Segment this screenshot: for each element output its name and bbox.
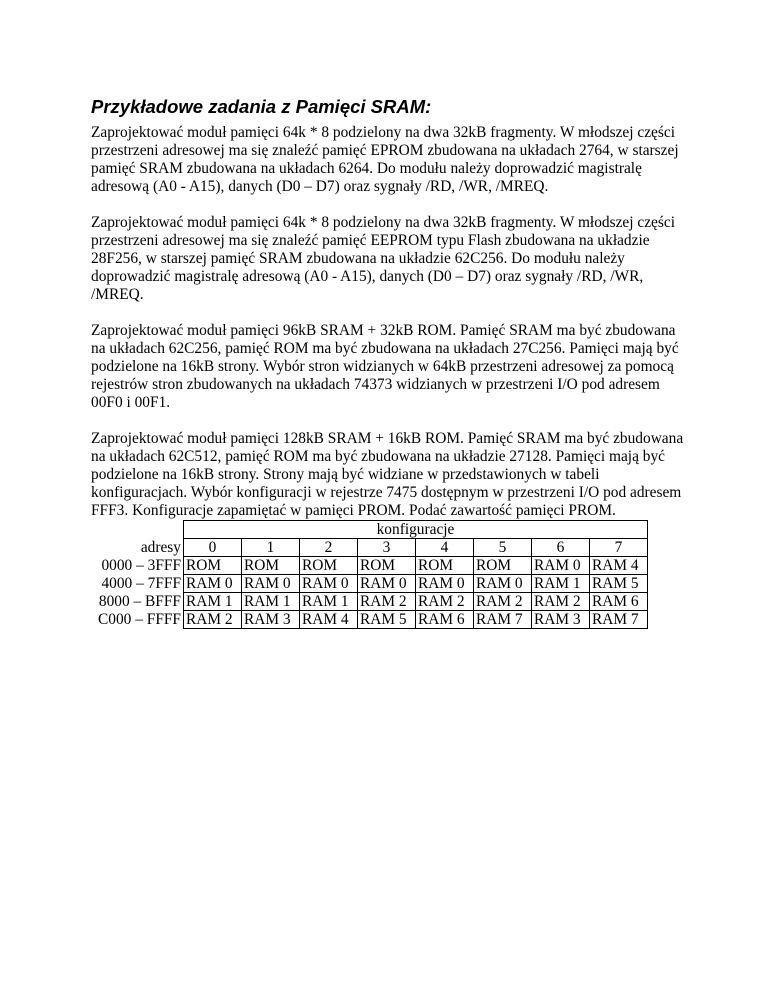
address-range: 4000 – 7FFF — [101, 574, 181, 592]
table-cell: ROM — [416, 557, 474, 575]
address-range: C000 – FFFF — [98, 610, 181, 628]
table-cell: ROM — [358, 557, 416, 575]
table-cell: RAM 0 — [416, 575, 474, 593]
table-cell: ROM — [242, 557, 300, 575]
table-row — [91, 593, 648, 611]
column-header: 5 — [474, 539, 532, 557]
configuration-table — [91, 520, 648, 629]
table-row — [91, 575, 648, 593]
table-cell: RAM 7 — [590, 611, 648, 629]
table-cell: RAM 0 — [358, 575, 416, 593]
table-cell: RAM 2 — [358, 593, 416, 611]
document-page — [91, 96, 691, 629]
table-cell: RAM 5 — [358, 611, 416, 629]
table-cell: RAM 0 — [242, 575, 300, 593]
column-header: 7 — [590, 539, 648, 557]
table-cell: RAM 3 — [242, 611, 300, 629]
table-cell: RAM 1 — [300, 593, 358, 611]
address-range: 8000 – BFFF — [98, 592, 181, 610]
column-header: 6 — [532, 539, 590, 557]
address-range: 0000 – 3FFF — [101, 556, 181, 574]
table-row — [91, 557, 648, 575]
table-row — [91, 611, 648, 629]
table-cell: RAM 2 — [184, 611, 242, 629]
table-cell: RAM 3 — [532, 611, 590, 629]
table-cell: RAM 4 — [590, 557, 648, 575]
table-cell: ROM — [184, 557, 242, 575]
task-paragraph-2: Zaprojektować moduł pamięci 64k * 8 podzielony na dwa 32kB fragmenty. W młodszej części przestrzeni adresowej ma się znaleźć pamięć EEPROM typu Flash zbudowana na układzie 28F256, w starszej pamięć SRAM zbudowana na układzie 62C256. Do modułu należy doprowadzić magistralę adresową (A0 - A15), danych (D0 – D7) oraz sygnały /RD, /WR, /MREQ. — [91, 214, 675, 303]
task-paragraph-3: Zaprojektować moduł pamięci 96kB SRAM + 32kB ROM. Pamięć SRAM ma być zbudowana na układach 62C256, pamięć ROM ma być zbudowana na układach 27C256. Pamięci mają być podzielone na 16kB strony. Wybór stron widzianych w 64kB przestrzeni adresowej za pomocą rejestrów stron zbudowanych na układach 74373 widzianych w przestrzeni I/O pod adresem 00F0 i 00F1. — [91, 322, 679, 411]
column-header: 3 — [358, 539, 416, 557]
table-cell: RAM 0 — [300, 575, 358, 593]
table-cell: RAM 0 — [184, 575, 242, 593]
table-group-header: konfiguracje — [184, 521, 648, 539]
table-cell: RAM 4 — [300, 611, 358, 629]
table-cell: RAM 5 — [590, 575, 648, 593]
table-cell: RAM 7 — [474, 611, 532, 629]
table-cell: ROM — [300, 557, 358, 575]
table-column-header-row — [91, 539, 648, 557]
task-paragraph-1: Zaprojektować moduł pamięci 64k * 8 podzielony na dwa 32kB fragmenty. W młodszej części przestrzeni adresowej ma się znaleźć pamięć EPROM zbudowana na układach 2764, w starszej pamięć SRAM zbudowana na układach 6264. Do modułu należy doprowadzić magistralę adresową (A0 - A15), danych (D0 – D7) oraz sygnały /RD, /WR, /MREQ. — [91, 124, 679, 195]
table-cell: RAM 6 — [416, 611, 474, 629]
table-cell: RAM 0 — [532, 557, 590, 575]
table-cell: RAM 0 — [474, 575, 532, 593]
table-cell: RAM 6 — [590, 593, 648, 611]
column-header: 2 — [300, 539, 358, 557]
table-group-header-row — [91, 521, 648, 539]
task-paragraph-4: Zaprojektować moduł pamięci 128kB SRAM + 16kB ROM. Pamięć SRAM ma być zbudowana na układach 62C512, pamięć ROM ma być zbudowana na układzie 27128. Pamięci mają być podzielone na 16kB strony. Strony mają być widziane w przedstawionych w tabeli konfiguracjach. Wybór konfiguracji w rejestrze 7475 dostępnym w przestrzeni I/O pod adresem FFF3. Konfiguracje zapamiętać w pamięci PROM. Podać zawartość pamięci PROM. — [91, 430, 684, 519]
table-cell: RAM 2 — [532, 593, 590, 611]
column-header: 0 — [184, 539, 242, 557]
table-cell: RAM 1 — [532, 575, 590, 593]
column-header: 1 — [242, 539, 300, 557]
table-corner-label: adresy — [140, 538, 181, 556]
table-cell: RAM 1 — [184, 593, 242, 611]
page-title: Przykładowe zadania z Pamięci SRAM: — [91, 96, 432, 117]
table-cell: RAM 2 — [416, 593, 474, 611]
table-cell: RAM 2 — [474, 593, 532, 611]
table-cell: ROM — [474, 557, 532, 575]
column-header: 4 — [416, 539, 474, 557]
table-cell: RAM 1 — [242, 593, 300, 611]
